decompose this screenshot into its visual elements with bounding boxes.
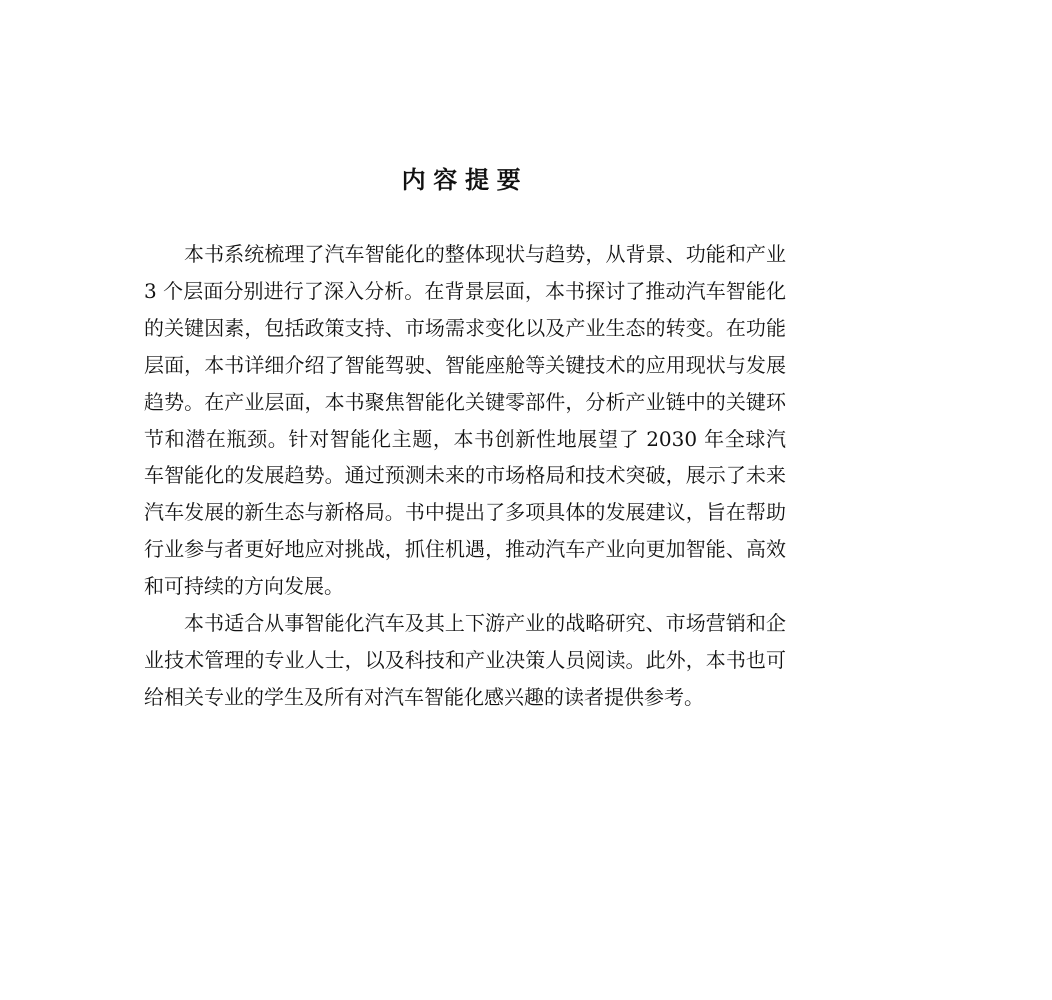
summary-paragraph-1: 本书系统梳理了汽车智能化的整体现状与趋势，从背景、功能和产业 3 个层面分别进行了深入分析。在背景层面，本书探讨了推动汽车智能化的关键因素，包括政策支持、市场需求变化以及产业生态的转变。在功能层面，本书详细介绍了智能驾驶、智能座舱等关键技术的应用现状与发展趋势。在产业层面，本书聚焦智能化关键零部件，分析产业链中的关键环节和潜在瓶颈。针对智能化主题，本书创新性地展望了 2030 年全球汽车智能化的发展趋势。通过预测未来的市场格局和技术突破，展示了未来汽车发展的新生态与新格局。书中提出了多项具体的发展建议，旨在帮助行业参与者更好地应对挑战，抓住机遇，推动汽车产业向更加智能、高效和可持续的方向发展。: [144, 242, 786, 599]
page-title: 内容提要: [401, 166, 529, 194]
summary-body: [144, 236, 786, 716]
summary-paragraph-2: 本书适合从事智能化汽车及其上下游产业的战略研究、市场营销和企业技术管理的专业人士，以及科技和产业决策人员阅读。此外，本书也可给相关专业的学生及所有对汽车智能化感兴趣的读者提供参考。: [144, 611, 786, 709]
